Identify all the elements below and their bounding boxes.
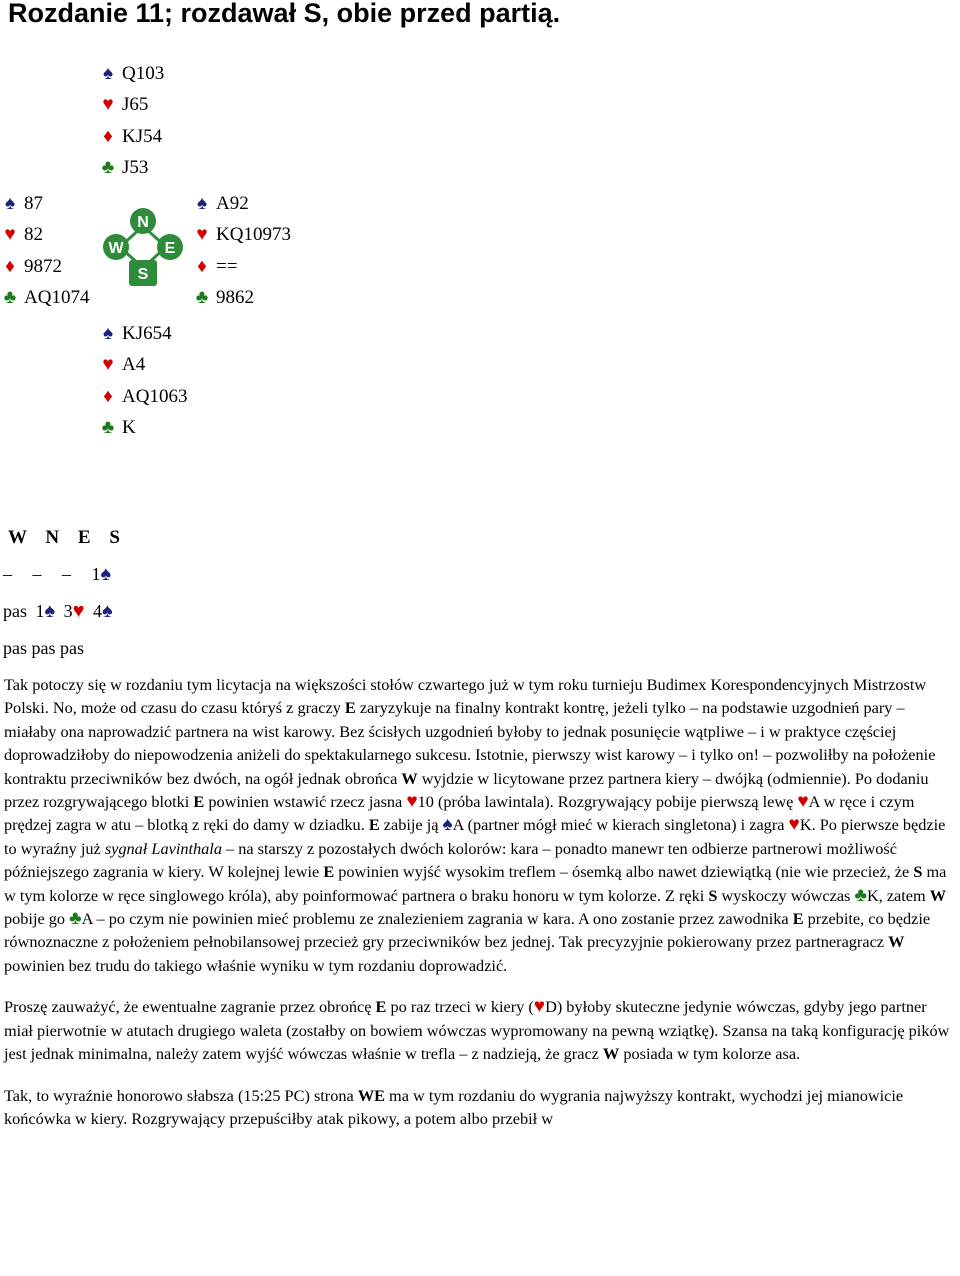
player-mark: W: [401, 768, 418, 788]
auction: [3, 519, 120, 667]
player-mark: E: [792, 909, 804, 929]
hand-west-hearts: ♥ 82: [0, 219, 89, 250]
hand-east-clubs: ♣ 9862: [192, 282, 291, 313]
hand-east-hearts: ♥ KQ10973: [192, 219, 291, 250]
player-mark: W: [929, 885, 947, 905]
paragraph: Tak potoczy się w rozdaniu tym licytacja na większości stołów czwartego już w tym roku turnieju Budimex Korespondencyjnych Mistrzostw Polski. No, może od czasu do czasu któryś z graczy E zaryzykuje na finalny kontrakt kontrę, jeżeli tylko – na podstawie uzgodnień pary – miałaby ona naprowadzić partnera na wist karowy. Bez ścisłych uzgodnień byłoby to jednak posunięcie wątpliwe – i w praktyce częściej doprowadziłoby do niepowodzenia aniżeli do spektakularnego sukcesu. Istotnie, pierwszy wist karowy – i tylko on! – pozwoliłby na położenie kontraktu przeciwników bez dwóch, na ogół jednak obrońca W wyjdzie w licytowane przez partnera kiery – dwójką (odmiennie). Po dodaniu przez rozgrywającego blotki E powinien wstawić rzecz jasna ♥10 (próba lawintala). Rozgrywający pobije pierwszą lewę ♥A w ręce i czym prędzej zagra w atu – blotką z ręki do damy w dziadku. E zabije ją ♠A (partner mógł mieć w kierach singletona) i zagra ♥K. Po pierwsze będzie to wyraźny już sygnał Lavinthala – na starszy z pozostałych dwóch kolorów: kara – ponadto manewr ten odbierze partnerowi możliwość późniejszego zagrania w kiery. W kolejnej lewie E powinien wyjść wysokim treflem – ósemką albo nawet dziewiątką (nie wie przecież, że S ma w tym kolorze w ręce singlowego króla), aby poinformować partnera o braku honoru w tym kolorze. Z ręki S wyskoczy wówczas ♣K, zatem W pobije go ♣A – po czym nie powinien mieć problemu ze znalezieniem zagrania w kara. A ono zostanie przez zawodnika E przebite, co będzie równoznaczne z położeniem pełnobilansowej przecież gry przeciwników bez jednej. Tak precyzyjnie pokierowany przez partneragracz W powinien bez trudu do takiego właśnie wyniku w tym rozdaniu doprowadzić.: [4, 675, 947, 975]
player-mark: W: [602, 1044, 620, 1064]
player-mark: E: [193, 792, 205, 812]
compass-south: [129, 260, 157, 286]
heart-icon: ♥: [72, 600, 85, 622]
club-icon: ♣: [69, 908, 82, 930]
spade-icon: ♠: [102, 600, 113, 622]
heart-icon: ♥: [102, 94, 114, 116]
heart-icon: ♥: [788, 814, 800, 836]
hand-west-spades: ♠ 87: [0, 188, 89, 219]
hand-east-spades: ♠ A92: [192, 188, 291, 219]
hand-north-clubs: ♣ J53: [98, 152, 164, 183]
auction-row: pas pas pas: [3, 638, 84, 658]
hand-east: [192, 188, 291, 313]
spade-icon: ♠: [44, 600, 56, 622]
article-body: [4, 673, 958, 1130]
auction-bid: 4♠: [93, 600, 113, 622]
svg-text:W: W: [108, 240, 124, 257]
heart-icon: ♥: [196, 224, 208, 246]
spade-icon: ♠: [100, 563, 112, 585]
club-icon: ♣: [195, 286, 209, 308]
paragraph: Tak, to wyraźnie honorowo słabsza (15:25 PC) strona WE ma w tym rozdaniu do wygrania najwyższy kontrakt, wychodzi jej mianowicie końcówka w kiery. Rozgrywający przepuściłby atak pikowy, a potem albo przebił w: [4, 1085, 904, 1128]
paragraph: Proszę zauważyć, że ewentualne zagranie przez obrońcę E po raz trzeci w kiery (♥D) byłoby skuteczne jedynie wówczas, gdyby jego partner miał pierwotnie w atutach drugiego waleta (zostałby on bowiem wówczas wypromowany na pewną wziątkę). Szansa na taką konfigurację pików jest jednak minimalna, należy zatem wyjść wówczas właśnie w trefla – z nadzieją, że gracz W posiada w tym kolorze asa.: [4, 996, 950, 1064]
hand-north: [98, 58, 164, 183]
club-icon: ♣: [101, 156, 115, 178]
compass-west: [103, 234, 129, 260]
spade-icon: ♠: [102, 323, 114, 344]
diamond-icon: ♦: [103, 385, 113, 407]
heart-icon: ♥: [406, 791, 418, 813]
heart-icon: ♥: [4, 224, 16, 246]
hand-south-spades: ♠ KJ654: [98, 318, 187, 349]
hand-north-spades: ♠ Q103: [98, 58, 164, 89]
player-mark: W: [888, 932, 905, 952]
spade-icon: ♠: [442, 814, 453, 836]
diamond-icon: ♦: [103, 125, 113, 147]
hand-north-hearts: ♥ J65: [98, 89, 164, 120]
compass-icon: [98, 206, 188, 288]
emphasis: sygnał Lavinthala: [104, 838, 222, 858]
auction-header: W N E S: [8, 527, 121, 548]
heart-icon: ♥: [102, 354, 114, 376]
spade-icon: ♠: [196, 193, 208, 214]
player-mark: WE: [357, 1085, 385, 1105]
diamond-icon: ♦: [5, 255, 15, 277]
diamond-icon: ♦: [197, 255, 207, 277]
player-mark: E: [344, 698, 356, 718]
compass-north: [130, 208, 156, 234]
hand-west: [0, 188, 89, 313]
hand-west-diamonds: ♦ 9872: [0, 251, 89, 282]
page-title: Rozdanie 11; rozdawał S, obie przed partią.: [8, 0, 561, 28]
hand-east-diamonds: ♦ ==: [192, 251, 291, 282]
hand-south: [98, 318, 187, 443]
auction-bid: 1♠: [91, 563, 112, 585]
player-mark: E: [368, 815, 380, 835]
player-mark: S: [708, 885, 718, 905]
player-mark: E: [375, 997, 387, 1017]
player-mark: E: [323, 862, 335, 882]
player-mark: S: [913, 862, 923, 882]
hand-south-hearts: ♥ A4: [98, 349, 187, 380]
hand-north-diamonds: ♦ KJ54: [98, 121, 164, 152]
svg-text:N: N: [137, 214, 149, 231]
club-icon: ♣: [854, 884, 867, 906]
svg-text:E: E: [164, 240, 176, 257]
hand-south-diamonds: ♦ AQ1063: [98, 381, 187, 412]
heart-icon: ♥: [533, 996, 546, 1018]
auction-row: pas 1♠ 3♥ 4♠: [3, 600, 113, 622]
spade-icon: ♠: [4, 193, 16, 214]
compass-east: [157, 234, 183, 260]
spade-icon: ♠: [102, 63, 114, 84]
heart-icon: ♥: [797, 791, 809, 813]
club-icon: ♣: [101, 416, 115, 438]
svg-text:S: S: [137, 266, 149, 283]
auction-row: – – – 1♠: [3, 563, 112, 585]
club-icon: ♣: [3, 286, 17, 308]
hand-south-clubs: ♣ K: [98, 412, 187, 443]
auction-bid: 1♠: [35, 600, 56, 622]
auction-bid: 3♥: [63, 600, 85, 622]
hand-west-clubs: ♣ AQ1074: [0, 282, 89, 313]
